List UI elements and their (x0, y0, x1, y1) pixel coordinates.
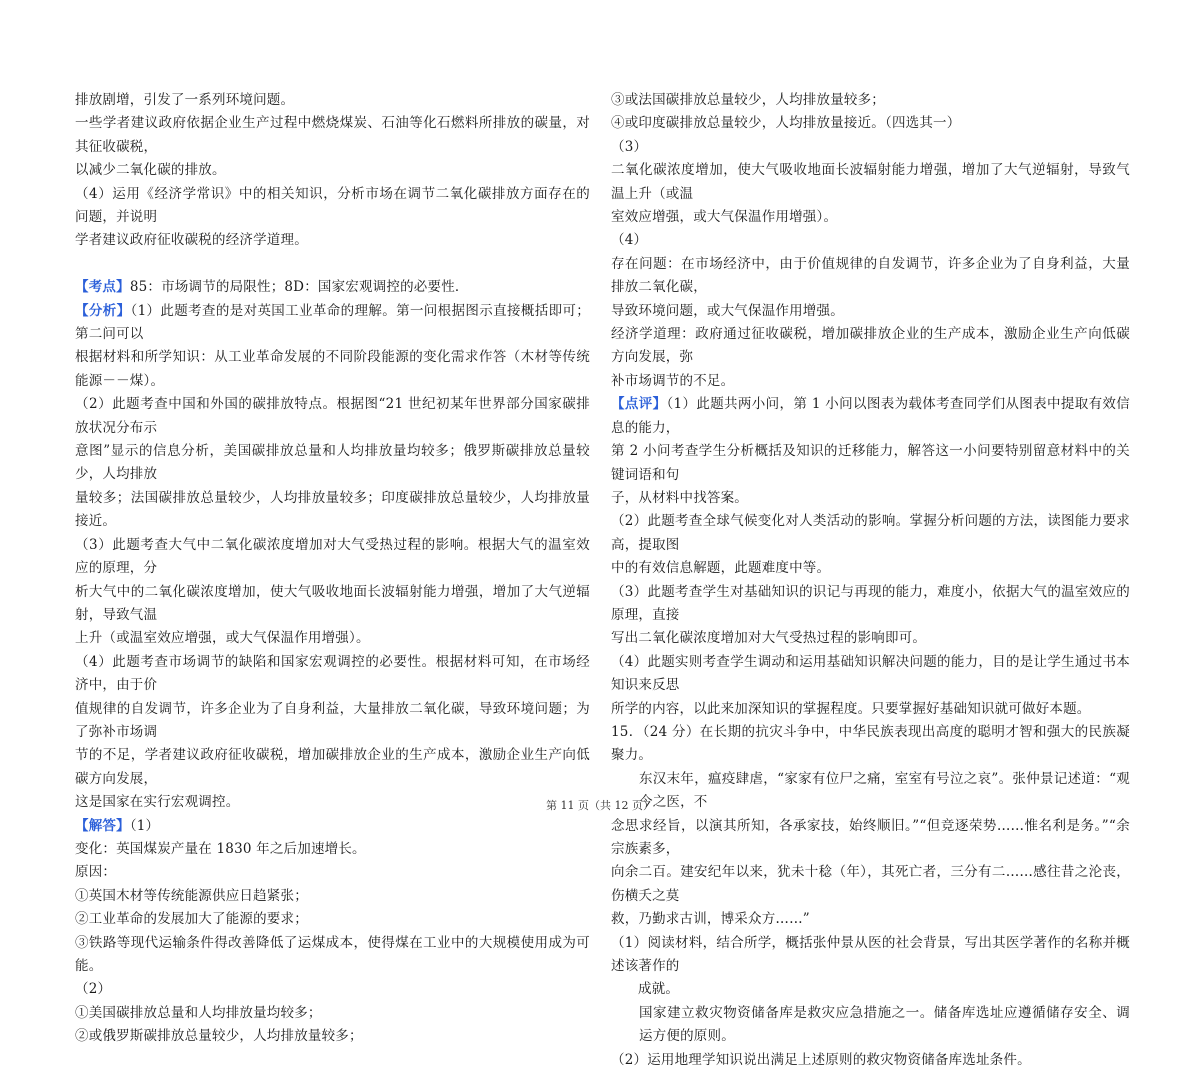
text-line: （3）此题考查大气中二氧化碳浓度增加对大气受热过程的影响。根据大气的温室效应的原理，分 (75, 536, 590, 577)
fenxi-line (75, 300, 590, 347)
material-line: 向余二百。建安纪年以来，犹未十稔（年），其死亡者，三分有二……感往昔之沦丧，伤横夭之莫 (611, 864, 1130, 904)
text-line: 原因： (75, 864, 117, 881)
text-line: ③或法国碳排放总量较少，人均排放量较多； (611, 92, 885, 108)
text-line: （2）此题考查中国和外国的碳排放特点。根据图“21 世纪初某年世界部分国家碳排放状况分布示 (75, 396, 590, 436)
text-line: 这是国家在实行宏观调控。 (75, 794, 240, 811)
text-line: 中的有效信息解题，此题难度中等。 (611, 560, 831, 577)
text-line: 导致环境问题，或大气保温作用增强。 (611, 302, 844, 319)
text-line: 补市场调节的不足。 (611, 372, 735, 389)
text-line: 以减少二氧化碳的排放。 (75, 162, 226, 179)
text-line: 所学的内容，以此来加深知识的掌握程度。只要掌握好基础知识就可做好本题。 (611, 700, 1091, 717)
text-line: 节的不足，学者建议政府征收碳税，增加碳排放企业的生产成本，激励企业生产向低碳方向发展， (75, 747, 590, 787)
text-line: （2） (75, 981, 112, 998)
right-column (611, 89, 1130, 1072)
text-line: （3）此题考查学生对基础知识的识记与再现的能力，难度小，依据大气的温室效应的原理，直接 (611, 583, 1130, 623)
text-line: ①美国碳排放总量和人均排放量均较多； (75, 1004, 322, 1021)
text-line: （4）此题实则考查学生调动和运用基础知识解决问题的能力，目的是让学生通过书本知识来反思 (611, 653, 1130, 694)
text-line: 室效应增强，或大气保温作用增强）。 (611, 209, 838, 226)
text-line: ④或印度碳排放总量较少，人均排放量接近。（四选其一） (611, 115, 961, 132)
question-2-line: （2）运用地理学知识说出满足上述原则的救灾物资储备库选址条件。 (611, 1051, 1031, 1068)
text-line: （4）运用《经济学常识》中的相关知识，分析市场在调节二氧化碳排放方面存在的问题，并说明 (75, 185, 590, 226)
dianping-line (611, 393, 1130, 440)
jieda-tag: 【解答】 (75, 817, 130, 834)
material-line: 东汉末年，瘟疫肆虐，“家家有位尸之痛，室室有号泣之哀”。张仲景记述道：“观今之医，不 (639, 770, 1130, 811)
material-2-line: 国家建立救灾物资储备库是救灾应急措施之一。储备库选址应遵循储存安全、调运方便的原则。 (639, 1004, 1130, 1045)
question-1-line: （1）阅读材料，结合所学，概括张仲景从医的社会背景，写出其医学著作的名称并概述该著作的 (611, 934, 1130, 975)
text-line: 意图”显示的信息分析，美国碳排放总量和人均排放量均较多；俄罗斯碳排放总量较少，人均排放 (75, 443, 590, 483)
text-line: ②或俄罗斯碳排放总量较少，人均排放量较多； (75, 1028, 363, 1045)
left-column (75, 89, 590, 1049)
text-line: （4） (611, 232, 648, 249)
text-line: 二氧化碳浓度增加，使大气吸收地面长波辐射能力增强，增加了大气逆辐射，导致气温上升（或温 (611, 162, 1130, 202)
fenxi-first: （1）此题考查的是对英国工业革命的理解。第一问根据图示直接概括即可；第二问可以 (75, 302, 590, 343)
text-line: 一些学者建议政府依据企业生产过程中燃烧煤炭、石油等化石燃料所排放的碳量，对其征收碳税， (75, 115, 590, 155)
page-number-footer: 第 11 页（共 12 页） (546, 799, 654, 812)
text-line: 存在问题：在市场经济中，由于价值规律的自发调节，许多企业为了自身利益，大量排放二氧化碳， (611, 255, 1130, 296)
material-line: 念思求经旨，以演其所知，各承家技，始终顺旧。”“但竞逐荣势……惟名利是务。”“余宗族素多， (611, 817, 1130, 857)
kaodian-tag: 【考点】 (75, 279, 130, 296)
text-line: 第 2 小问考查学生分析概括及知识的迁移能力，解答这一小问要特别留意材料中的关键词语和句 (611, 443, 1130, 483)
text-line: 值规律的自发调节，许多企业为了自身利益，大量排放二氧化碳，导致环境问题；为了弥补市场调 (75, 700, 590, 740)
text-line: （4）此题考查市场调节的缺陷和国家宏观调控的必要性。根据材料可知，在市场经济中，由于价 (75, 653, 590, 694)
text-line: 根据材料和所学知识：从工业革命发展的不同阶段能源的变化需求作答（木材等传统能源－－煤）。 (75, 349, 590, 389)
kaodian-text: 85：市场调节的局限性；8D：国家宏观调控的必要性． (129, 279, 469, 296)
fenxi-tag: 【分析】 (75, 302, 131, 319)
material-line: 救，乃勤求古训，博采众方……” (611, 911, 810, 928)
dianping-tag: 【点评】 (611, 396, 667, 413)
dianping-first: （1）此题共两小问，第 1 小问以图表为载体考查同学们从图表中提取有效信息的能力， (611, 396, 1130, 436)
blank-line (75, 253, 590, 276)
question-15-title: 15．（24 分）在长期的抗灾斗争中，中华民族表现出高度的聪明才智和强大的民族凝聚力。 (611, 723, 1130, 764)
text-line: ②工业革命的发展加大了能源的要求； (75, 911, 308, 928)
text-line: 学者建议政府征收碳税的经济学道理。 (75, 232, 308, 249)
question-1-line: 成就。 (638, 981, 680, 998)
text-line: （3） (611, 138, 648, 155)
text-line: （2）此题考查全球气候变化对人类活动的影响。掌握分析问题的方法，读图能力要求高，提取图 (611, 513, 1130, 553)
text-line: 量较多；法国碳排放总量较少，人均排放量较多；印度碳排放总量较少，人均排放量接近。 (75, 489, 590, 530)
text-line: 排放剧增，引发了一系列环境问题。 (75, 92, 295, 108)
text-line: 写出二氧化碳浓度增加对大气受热过程的影响即可。 (611, 630, 927, 647)
text-line: 上升（或温室效应增强，或大气保温作用增强）。 (75, 630, 370, 647)
text-line: 析大气中的二氧化碳浓度增加，使大气吸收地面长波辐射能力增强，增加了大气逆辐射，导致气温 (75, 583, 590, 623)
kaodian-line (75, 276, 590, 299)
text-line: ①英国木材等传统能源供应日趋紧张； (75, 887, 308, 904)
jieda-first: （1） (129, 817, 160, 834)
text-line: ③铁路等现代运输条件得改善降低了运煤成本，使得煤在工业中的大规模使用成为可能。 (75, 934, 590, 975)
text-line: 经济学道理：政府通过征收碳税，增加碳排放企业的生产成本，激励企业生产向低碳方向发展，弥 (611, 326, 1130, 366)
text-line: 子，从材料中找答案。 (611, 489, 748, 506)
jieda-line (75, 815, 590, 838)
text-line: 变化：英国煤炭产量在 1830 年之后加速增长。 (75, 840, 366, 857)
